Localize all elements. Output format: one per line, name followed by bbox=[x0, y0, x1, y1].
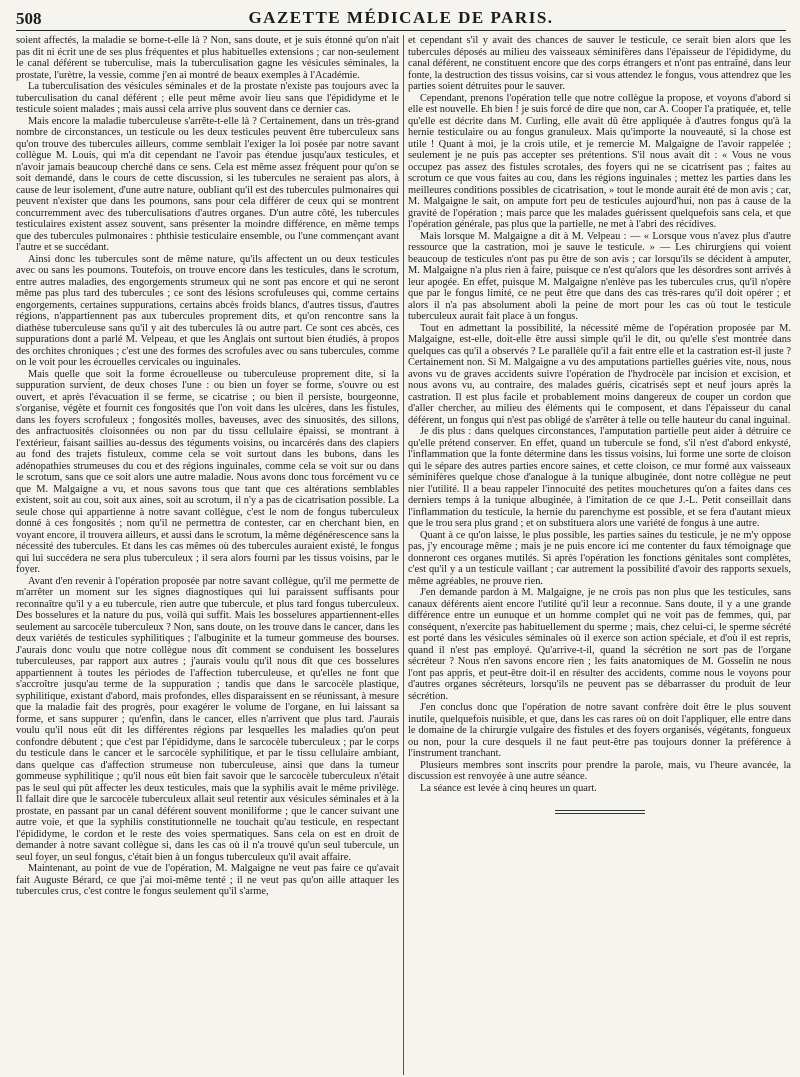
paragraph: J'en demande pardon à M. Malgaigne, je ne crois pas non plus que les testicules, sans canaux déférents aient encore l'utilité qu'il leur a reconnue. Sans doute, il y a une grande différence entre un eunuque et un homme complet qui ne voit pas de femmes, qui, par conséquent, n'exercite pas habituellement du sperme ; mais, chez celui-ci, le sperme sécrété est porté dans les vésicules séminales où il exerce son action spéciale, et d'où il est repris, quand il n'est pas employé. Qu'arrive-t-il, quand la sécrétion ne sort pas de l'organe sécréteur ? Nous n'en savons encore rien ; les faits anatomiques de M. Gosselin ne nous l'ont pas appris, et peut-être doit-il en résulter des accidents, comme nous le voyons pour d'autres organes sécréteurs, lorsqu'ils ne peuvent pas se débarrasser du produit de leur sécrétion. bbox=[408, 587, 791, 702]
closing-line: La séance est levée à cinq heures un quart. bbox=[420, 782, 597, 794]
text-columns bbox=[16, 35, 791, 1075]
page-header bbox=[16, 8, 786, 31]
paragraph: et cependant s'il y avait des chances de sauver le testicule, ce serait bien alors que les tubercules déposés au milieu des vaisseaux séminifères dans l'épaisseur de l'épididyme, du canal déférent, ne constituent encore que des corps étrangers et n'ont pas entraîné, dans leur fonte, la destruction des tissus voisins, car si vous attendez le fongus, vous attendrez que les parties soient détruites pour le sauver. bbox=[408, 35, 791, 92]
paragraph: Mais lorsque M. Malgaigne a dit à M. Velpeau : — « Lorsque vous n'avez plus d'autre ressource que la castration, moi je sauve le testicule. » — Les chirurgiens qui voient beaucoup de testicules n'ont pas pu être de son avis ; car lorsqu'ils se décident à amputer, M. Malgaigne n'a plus rien à faire, puisque ce n'est qu'alors que les désordres sont arrivés à leur apogée. En effet, puisque M. Malgaigne n'enlève pas les tubercules crus, qu'il n'opère que par le fongus limité, ce ne peut être que dans des cas très-rares qu'il doit opérer ; et alors il n'a pas absolument aboli la peine de mort pour les cas où tout le testicule tuberculeux aurait fait place à un fongus. bbox=[408, 230, 791, 322]
paragraph: J'en conclus donc que l'opération de notre savant confrère doit être le plus souvent inutile, quelquefois nuisible, et que, dans les cas rares où on doit l'appliquer, elle entre dans le domaine de la chirurgie vulgaire des fistules et des foyers organisés, végétants, fongueux ou non, pour la cure desquels il ne faut peut-être pas toujours donner la préférence à l'instrument tranchant. bbox=[408, 702, 791, 759]
paragraph: Maintenant, au point de vue de l'opération, M. Malgaigne ne veut pas faire ce qu'avait fait Auguste Bérard, ce que j'ai moi-même tenté ; il ne veut pas qu'on aille attaquer les tubercules crus, c'est contre le fongus seulement qu'il s'arme, bbox=[16, 863, 399, 897]
paragraph: Ainsi donc les tubercules sont de même nature, qu'ils affectent un ou deux testicules avec ou sans les poumons. Toutefois, on trouve encore dans les testicules, dans le scrotum, entre autres maladies, des engorgements strumeux qui ne sont pas encore et qui ne seront même pas plus tard des tubercules ; ce sont des lésions scrofuleuses qui, comme certains engorgements, certaines suppurations, certains abcès froids blancs, d'autres tissus, d'autres régions, n'appartiennent pas aux tubercules proprement dits, et qu'on rencontre sans la diathèse tuberculeuse sans qu'il y ait des tubercules là ou autre part. Ce sont ces abcès, ces suppurations dont a parlé M. Velpeau, et que les Anglais ont surtout bien étudiés, à propos des orchites chroniques ; c'est une des formes des scrofules avec ou sans tubercules, comme on le voit pour les écrouelles cervicales ou inguinales. bbox=[16, 253, 399, 368]
column-divider bbox=[403, 35, 404, 1075]
paragraph: Avant d'en revenir à l'opération proposée par notre savant collègue, qu'il me permette de m'arrêter un moment sur les signes diagnostiques qui lui paraissent suffisants pour reconnaître qu'il y a eu tubercule, rien autre que tubercule, et plus tard fongus tuberculeux. Des bosselures et la nature du pus, voilà qui suffit. Mais les bosselures appartiennent-elles seulement au sarcocèle tuberculeux ? Non, sans doute, on les trouve dans le cancer, dans les deux variétés de testicules syphilitiques ; l'albuginite et la tumeur gommeuse des bourses. J'aurais donc voulu que notre collègue nous dît comment se conduisent les bosselures tuberculeuses, par rapport aux autres ; j'aurais voulu qu'il nous dît que ces bosselures appartiennent à toutes les périodes de l'affection tuberculeuse, et qu'elles ne font que s'accroître jusqu'au terme de la suppuration ; tandis que dans le sarcocèle plastique, syphilitique, existant d'abord, mais profondes, elles disparaissent en se réunissant, à mesure que la maladie fait des progrès, pour exagérer le volume de l'organe, en lui laissant sa forme, et sans suppurer ; qu'enfin, dans le cancer, elles n'arrivent que plus tard. J'aurais voulu qu'il nous eût dit les différentes régions par lesquelles les maladies qu'on peut confondre débutent ; que c'est par l'épididyme, dans le sarcocèle tuberculeux ; par le corps du testicule dans le cancer et le sarcocèle syphilitique, et par le tissu cellulaire ambiant, dans quelque cas d'affection strumeuse non tuberculeuse, ainsi que dans la tumeur gommeuse syphilitique ; qu'il nous eût bien fait savoir que le sarcocèle tuberculeux n'était pas le seul qui pût affecter les deux testicules, mais que la syphilis avait le même privilège. Il fallait dire que le sarcocèle tuberculeux allait seul retentir aux vésicules séminales et à la prostate, en passant par un canal déférent souvent moniliforme ; que le cancer suivant une autre voie, et que la syphilis constitutionnelle ne touchait qu'au testicule, en respectant l'épididyme, le cordon et le reste des voies spermatiques. Sans cela on est en droit de demander à notre savant collègue si, dans les cas où il n'a trouvé qu'un seul tubercule, un seul foyer, un seul fongus, c'était bien à un fongus tuberculeux qu'il avait affaire. bbox=[16, 575, 399, 863]
paragraph: Tout en admettant la possibilité, la nécessité même de l'opération proposée par M. Malgaigne, est-elle, doit-elle être aussi simple qu'il le dit, ou qu'elle s'est montrée dans quelques cas qu'il a observés ? Le parallèle qu'il a fait entre elle et la castration est-il juste ? Certainement non. Si M. Malgaigne a vu des amputations partielles guéries vite, nous, nous avons vu de graves accidents suivre l'opération de l'hydrocèle par incision et excision, et nous avons vu, au contraire, des malades guéris, cicatrisés sept et neuf jours après la castration. Il est plus facile et probablement moins dangereux de couper un cordon que d'aller chercher, au milieu des éléments qui le composent, et dans l'épaisseur du canal déférent, un fongus qui n'est pas obligé de s'arrêter à telle ou telle hauteur du canal inguinal. bbox=[408, 322, 791, 426]
paragraph: Je dis plus : dans quelques circonstances, l'amputation partielle peut aider à détruire ce qu'elle prétend conserver. En effet, quand un tubercule se fond, s'il n'est d'abord enkysté, l'inflammation que la fonte détermine dans les tissus voisins, lui forme une sorte de cloison qui le sépare des autres parties encore saines, et cette cloison, ce mur formé aux vaisseaux séminifères quelque chose d'analogue à la tunique albuginée, dont notre collègue ne peut nier l'utilité. Il a beau rappeler l'innocuité des petites mouchetures qu'on a faites dans ces derniers temps à la tunique albuginée, à l'imitation de ce que J.-L. Petit conseillait dans l'inflammation du testicule, la hernie du parenchyme est possible, et se fera d'autant mieux que le trou sera plus grand ; et on substituera alors une variété de fongus à une autre. bbox=[408, 426, 791, 529]
paragraph: Mais quelle que soit la forme écrouelleuse ou tuberculeuse proprement dite, si la suppuration survient, de deux choses l'une : ou bien un foyer se forme, s'ouvre ou est ouvert, et après l'évacuation il se ferme, se cicatrise ; ou bien il persiste, bourgeonne, s'organise, végète et fournit ces fongosités que l'on voit dans les ulcères, dans les fistules, dans les foyers scrofuleux ; fongosités molles, baveuses, avec des sinuosités, des sillons, des anfractuosités cloisonnées ou non par du tissu cellulaire épaissi, se montrant à l'extérieur, faisant saillies au-dessus des téguments voisins, ou incarcérés dans des clapiers au fond des trajets fistuleux, comme cela se voit surtout dans les bubons, dans les adénopathies strumeuses du cou et des régions inguinales, comme cela se voit sur ou dans le scrotum, sans que ce soit alors une autre maladie. Nous avons donc tous forcément vu ce que M. Malgaigne a vu, et nous savons tous que tant que ces altérations semblables existent, soit au cou, soit aux aines, soit au scrotum, il n'y a pas de cicatrisation possible. La seule chose qui appartienne à notre savant collègue, c'est le nom de fongus tuberculeux donné à ces fongosités ; nom qu'il ne permettra de contester, car en cherchant bien, en voyant encore, il trouvera ailleurs, et aussi dans le scrotum, la même dégénérescence sans la nécessité des tubercules. Et dans les cas mêmes où des tubercules auraient existé, le fongus qui lui succédera ne sera plus tuberculeux ; il sera alors fourni par les tissus voisins, par le foyer. bbox=[16, 368, 399, 575]
paragraph: soient affectés, la maladie se borne-t-elle là ? Non, sans doute, et je suis étonné qu'on n'ait pas dit ni écrit une de ses plus fréquentes et plus habituelles extensions ; car non-seulement le canal déférent se tuberculise, mais la tuberculisation gagne les vésicules séminales, la prostate, l'urètre, la vessie, comme j'en ai montré de beaux exemples à l'Académie. bbox=[16, 35, 399, 81]
section-end-rule bbox=[555, 810, 645, 814]
paragraph: Plusieurs membres sont inscrits pour prendre la parole, mais, vu l'heure avancée, la discussion est renvoyée à une autre séance. bbox=[408, 759, 791, 782]
right-column bbox=[408, 35, 791, 1075]
left-column bbox=[16, 35, 399, 1075]
paragraph: Quant à ce qu'on laisse, le plus possible, les parties saines du testicule, je ne m'y oppose pas, j'y encourage même ; mais je ne puis encore ici me contenter du faux témoignage que donneront ces organes mutilés. Si après l'opération les fonctions génitales sont complètes, c'est qu'il y a un testicule vaillant ; car autrement la possibilité d'avoir des rapports sexuels, même agréables, ne prouve rien. bbox=[408, 529, 791, 587]
page-number: 508 bbox=[16, 9, 42, 28]
paragraph: La tuberculisation des vésicules séminales et de la prostate n'existe pas toujours avec la tuberculisation du canal déférent ; elle peut même avoir lieu sans que l'épididyme et le testicule soient malades ; mais aussi cela arrive plus souvent dans ce dernier cas. bbox=[16, 81, 399, 115]
paragraph: Cependant, prenons l'opération telle que notre collègue la propose, et voyons d'abord si elle est nouvelle. Eh bien ! je suis forcé de dire que non, car A. Cooper l'a pratiquée, et, telle qu'elle est décrite dans M. Curling, elle avait dû être appliquée à d'autres fongus qu'à la hernie testiculaire ou au fongus granuleux. Mais qu'importe la nouveauté, si la chose est utile ! Quant à moi, je la crois utile, et je remercie M. Malgaigne de l'avoir rappelée ; seulement je ne puis pas accepter ses prétentions. S'il nous avait dit : « Vous ne vous occupez pas assez des fistules scrotales, des foyers qui ne se cicatrisent pas ; faites au scrotum ce que vous faites au cou, dans les régions inguinales ; mettez les parties dans les meilleures conditions possibles de cicatrisation, » tout le monde aurait été de mon avis ; car, M. Malgaigne le sait, on ampute fort peu de testicules aujourd'hui, non pas à cause de la gravité de l'opération ; mais parce que les malades guérissent quelquefois sans cela, et que l'opération générale, pas plus que la partielle, ne met à l'abri des récidives. bbox=[408, 92, 791, 230]
journal-title: GAZETTE MÉDICALE DE PARIS. bbox=[248, 8, 554, 27]
paragraph: Mais encore la maladie tuberculeuse s'arrête-t-elle là ? Certainement, dans un très-grand nombre de circonstances, un testicule ou les deux testicules peuvent être tuberculeux sans qu'on trouve des tubercules ailleurs, comme semblait l'exiger la loi posée par notre savant collègue M. Louis, qui m'a dit cependant ne l'avoir pas étendue jusqu'aux testicules, et n'avoir jamais beaucoup cherché dans ce sens. Cela est même assez fréquent pour qu'on se soit demandé, dans le cours de cette discussion, si les tubercules ne seraient pas alors, à cause de leur isolement, d'une autre nature, oubliant qu'il est des tubercules pulmonaires qui peuvent n'exister que dans les poumons, sans pour cela différer de ceux qui se montrent concurremment avec des tuberculisations d'autres organes. D'un autre côté, les tubercules testiculaires existent assez souvent, sans présenter la moindre différence, en même temps que des tubercules pulmonaires : phthisie testiculaire ensemble, ou l'une commençant avant l'autre et se succédant. bbox=[16, 115, 399, 253]
